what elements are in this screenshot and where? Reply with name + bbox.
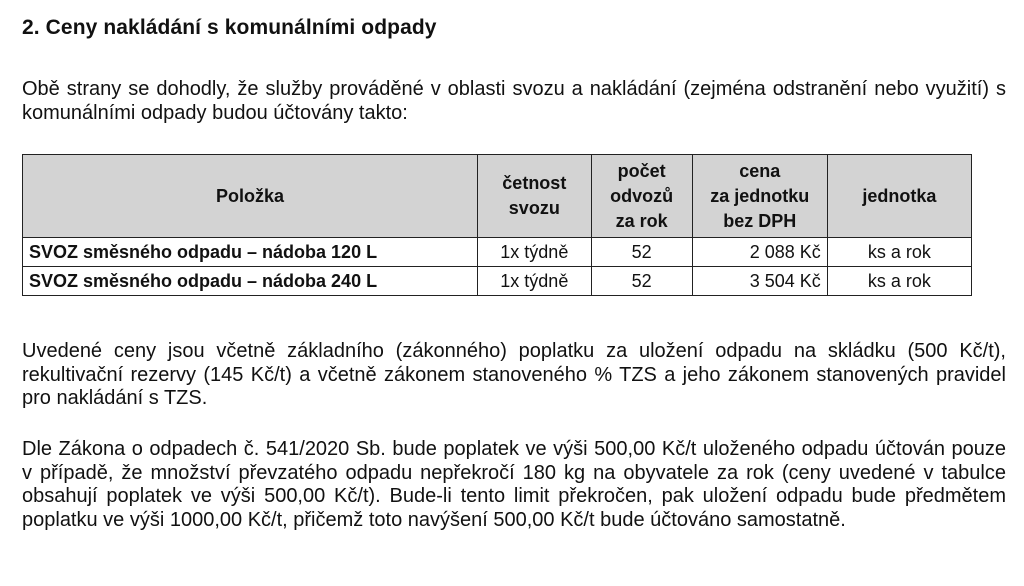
header-item: Položka xyxy=(23,155,478,238)
cell-count: 52 xyxy=(591,267,692,296)
header-price-line: cena xyxy=(739,160,781,181)
section-title: 2. Ceny nakládání s komunálními odpady xyxy=(22,16,437,39)
header-price-line: za jednotku xyxy=(710,185,810,206)
header-count-line: odvozů xyxy=(610,185,674,206)
cell-frequency: 1x týdně xyxy=(478,238,592,267)
header-frequency-line: svozu xyxy=(508,198,560,218)
intro-paragraph: Obě strany se dohodly, že služby prováděné v oblasti svozu a nakládání (zejména odstranění nebo využití) s komunálními odpady budou účtovány takto: xyxy=(22,78,1006,124)
cell-unit: ks a rok xyxy=(827,238,971,267)
header-count-line: za rok xyxy=(615,210,668,231)
header-count xyxy=(591,155,692,238)
cell-price: 3 504 Kč xyxy=(692,267,827,296)
fee-paragraph: Uvedené ceny jsou včetně základního (zákonného) poplatku za uložení odpadu na skládku (500 Kč/t), rekultivační rezervy (145 Kč/t) a včetně zákonem stanoveného % TZS a jeho zákonem stanovených pravidel pro nakládání s TZS. xyxy=(22,340,1006,409)
cell-count: 52 xyxy=(591,238,692,267)
law-paragraph: Dle Zákona o odpadech č. 541/2020 Sb. bude poplatek ve výši 500,00 Kč/t uloženého odpadu účtován pouze v případě, že množství převzatého odpadu nepřekročí 180 kg na obyvatele za rok (ceny uvedené v tabulce obsahují poplatek ve výši 500,00 Kč/t). Bude-li tento limit překročen, pak uložení odpadu bude předmětem poplatku ve výši 1000,00 Kč/t, přičemž toto navýšení 500,00 Kč/t bude účtováno samostatně. xyxy=(22,438,1006,531)
cell-unit: ks a rok xyxy=(827,267,971,296)
cell-price: 2 088 Kč xyxy=(692,238,827,267)
cell-item: SVOZ směsného odpadu – nádoba 240 L xyxy=(23,267,478,296)
table-row xyxy=(23,267,972,296)
header-frequency-line: četnost xyxy=(502,173,567,193)
header-count-line: počet xyxy=(617,160,666,181)
table-header-row xyxy=(23,155,972,238)
header-unit: jednotka xyxy=(827,155,971,238)
header-price xyxy=(692,155,827,238)
header-frequency xyxy=(478,155,592,238)
price-table xyxy=(22,154,972,296)
cell-frequency: 1x týdně xyxy=(478,267,592,296)
cell-item: SVOZ směsného odpadu – nádoba 120 L xyxy=(23,238,478,267)
header-price-line: bez DPH xyxy=(723,210,797,231)
table-row xyxy=(23,238,972,267)
